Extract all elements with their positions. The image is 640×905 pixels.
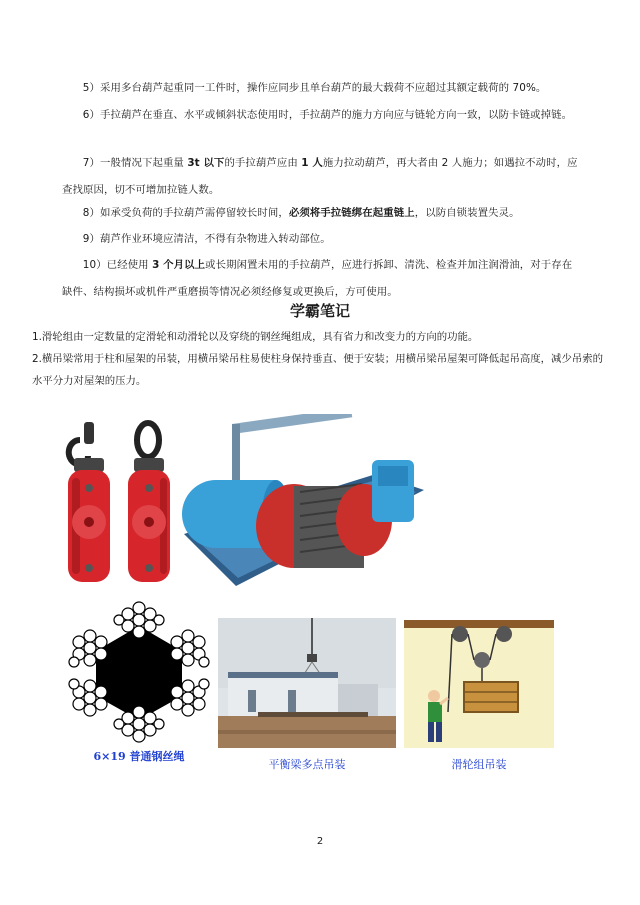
paragraph-8 (62, 200, 582, 227)
beam-lifting-photo (218, 618, 396, 748)
paragraph-9 (62, 226, 582, 253)
p7-emph-person: 1 人 (301, 157, 323, 169)
p10-part-a: 10）已经使用 (82, 259, 153, 271)
paragraph-5 (62, 75, 582, 102)
note-item: 2.横吊梁常用于柱和屋架的吊装，用横吊梁吊柱易使柱身保持垂直、便于安装；用横吊梁吊屋架可降低起吊高度，减少吊索的水平分力对屋架的压力。 (32, 353, 604, 387)
p8-part-c: ，以防自锁装置失灵。 (414, 207, 520, 219)
paragraph-10-text (62, 252, 582, 306)
note-item: 1.滑轮组由一定数量的定滑轮和动滑轮以及穿绕的钢丝绳组成，具有省力和改变力的方向的功能。 (32, 331, 479, 343)
wire-rope-cross-section-image (62, 596, 216, 746)
paragraph-5-text: 5）采用多台葫芦起重同一工件时，操作应同步且单台葫芦的最大载荷不应超过其额定载荷的 70%。 (82, 82, 547, 94)
notes-title: 学霸笔记 (289, 302, 350, 320)
p7-part-a: 7）一般情况下起重量 (82, 157, 188, 169)
paragraph-8-text (62, 200, 582, 227)
p8-emph: 必须将手拉链绑在起重链上 (288, 207, 415, 219)
p7-part-e: 施力拉动葫芦，再大者由 2 人施力；如遇拉不动时，应查找原因，切不可增加拉链人数。 (62, 157, 578, 196)
p8-part-a: 8）如承受负荷的手拉葫芦需停留较长时间， (82, 207, 289, 219)
notes-list (32, 326, 612, 392)
pulley-lifting-caption: 滑轮组吊装 (451, 758, 507, 771)
paragraph-7-text (62, 150, 582, 204)
page-number: 2 (316, 836, 324, 847)
p7-part-c: 的手拉葫芦应由 (224, 157, 302, 169)
paragraph-6-text: 6）手拉葫芦在垂直、水平或倾斜状态使用时，手拉葫芦的施力方向应与链轮方向一致，以防卡链或掉链。 (82, 109, 573, 121)
beam-lifting-caption: 平衡梁多点吊装 (268, 758, 346, 771)
winch-image (176, 414, 432, 594)
p10-emph: 3 个月以上 (152, 259, 206, 271)
p7-emph-capacity: 3t 以下 (187, 157, 225, 169)
wire-rope-caption: 6×19 普通钢丝绳 (93, 750, 185, 763)
pulley-lifting-illustration (404, 620, 554, 748)
paragraph-10 (62, 252, 582, 306)
p10-part-c: 或长期闲置未用的手拉葫芦，应进行拆卸、清洗、检查并加注润滑油，对于存在缺件、结构损坏或机件严重磨损等情况必须经修复或更换后，方可使用。 (62, 259, 573, 298)
paragraph-7 (62, 150, 582, 204)
paragraph-6 (62, 102, 582, 129)
pulley-blocks-image (58, 418, 180, 594)
paragraph-9-text: 9）葫芦作业环境应清洁，不得有杂物进入转动部位。 (82, 233, 331, 245)
